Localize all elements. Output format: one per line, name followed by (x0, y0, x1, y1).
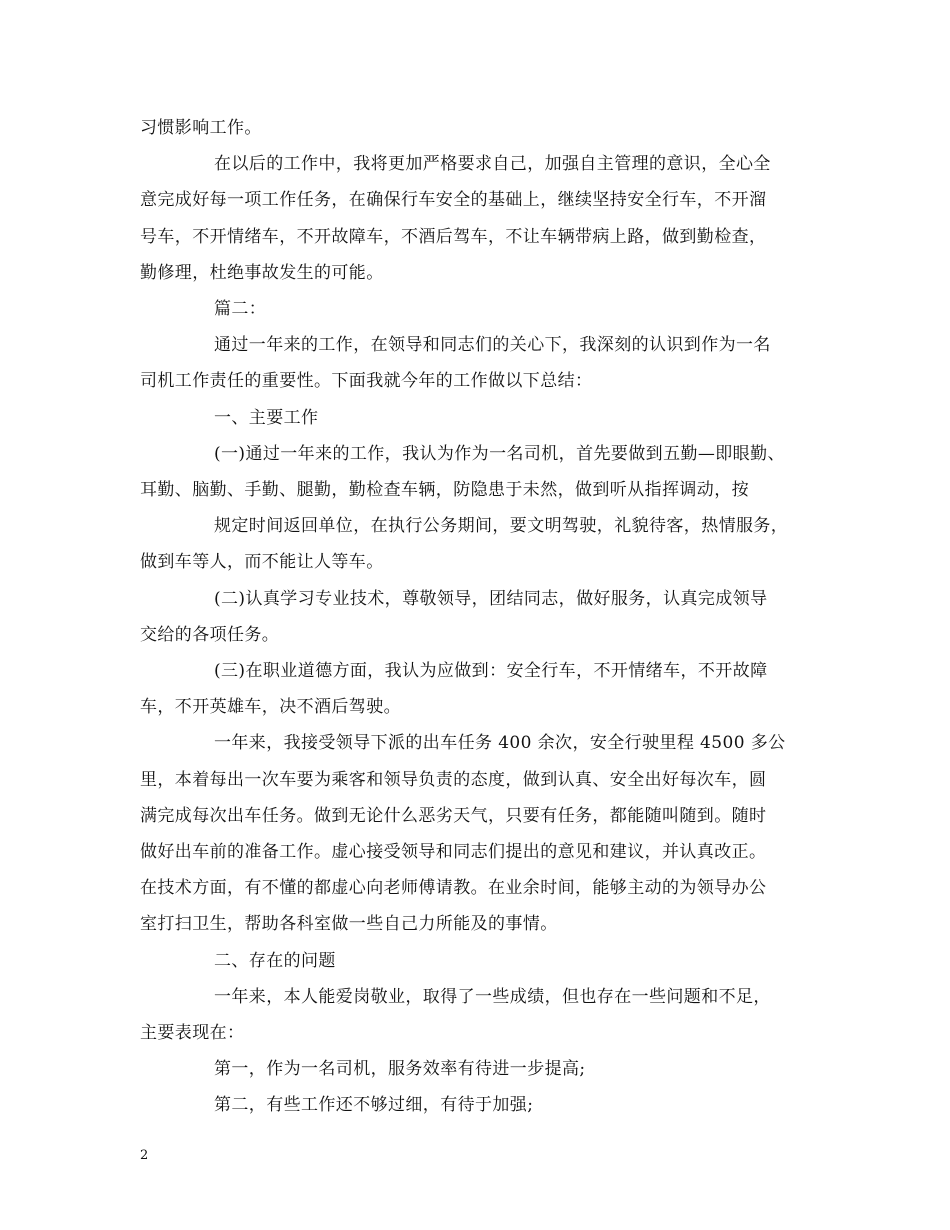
text-line: 勤修理，杜绝事故发生的可能。 (140, 263, 384, 283)
text-line: 意完成好每一项工作任务，在确保行车安全的基础上，继续坚持安全行车，不开溜 (140, 190, 767, 210)
text-line: 通过一年来的工作，在领导和同志们的关心下，我深刻的认识到作为一名 (214, 335, 771, 355)
text-line: 在以后的工作中，我将更加严格要求自己，加强自主管理的意识，全心全 (214, 154, 771, 174)
page-number: 2 (140, 1148, 149, 1163)
text-line: 二、存在的问题 (214, 951, 336, 971)
text-line: 司机工作责任的重要性。下面我就今年的工作做以下总结： (140, 371, 593, 391)
text-line: 室打扫卫生，帮助各科室做一些自己力所能及的事情。 (140, 914, 558, 934)
text-line: 号车，不开情绪车，不开故障车，不酒后驾车，不让车辆带病上路，做到勤检查， (140, 227, 767, 247)
text-line: 第一，作为一名司机，服务效率有待进一步提高; (214, 1059, 586, 1079)
text-line: 篇二： (214, 299, 267, 319)
text-line: 交给的各项任务。 (140, 625, 280, 645)
text-line: 满完成每次出车任务。做到无论什么恶劣天气，只要有任务，都能随叫随到。随时 (140, 806, 767, 826)
text-line: 里，本着每出一次车要为乘客和领导负责的态度，做到认真、安全出好每次车，圆 (140, 770, 767, 790)
text-line: (二)认真学习专业技术，尊敬领导，团结同志，做好服务，认真完成领导 (214, 589, 768, 609)
text-line: 一、主要工作 (214, 408, 319, 428)
text-line: 一年来，我接受领导下派的出车任务 400 余次，安全行驶里程 4500 多公 (214, 733, 786, 753)
text-line: 规定时间返回单位，在执行公务期间，要文明驾驶，礼貌待客，热情服务， (214, 516, 789, 536)
text-line: 做好出车前的准备工作。虚心接受领导和同志们提出的意见和建议，并认真改正。 (140, 842, 767, 862)
text-line: 车，不开英雄车，决不酒后驾驶。 (140, 697, 401, 717)
text-line: 习惯影响工作。 (140, 118, 262, 138)
text-line: (三)在职业道德方面，我认为应做到：安全行车，不开情绪车，不开故障 (214, 661, 768, 681)
text-line: 一年来，本人能爱岗敬业，取得了一些成绩，但也存在一些问题和不足， (214, 987, 771, 1007)
text-line: 耳勤、脑勤、手勤、腿勤，勤检查车辆，防隐患于未然，做到听从指挥调动，按 (140, 480, 749, 500)
text-line: 做到车等人，而不能让人等车。 (140, 552, 384, 572)
text-line: (一)通过一年来的工作，我认为作为一名司机，首先要做到五勤—即眼勤、 (214, 444, 785, 464)
text-line: 主要表现在： (140, 1023, 245, 1043)
text-line: 第二，有些工作还不够过细，有待于加强; (214, 1095, 534, 1115)
text-line: 在技术方面，有不懂的都虚心向老师傅请教。在业余时间，能够主动的为领导办公 (140, 878, 767, 898)
